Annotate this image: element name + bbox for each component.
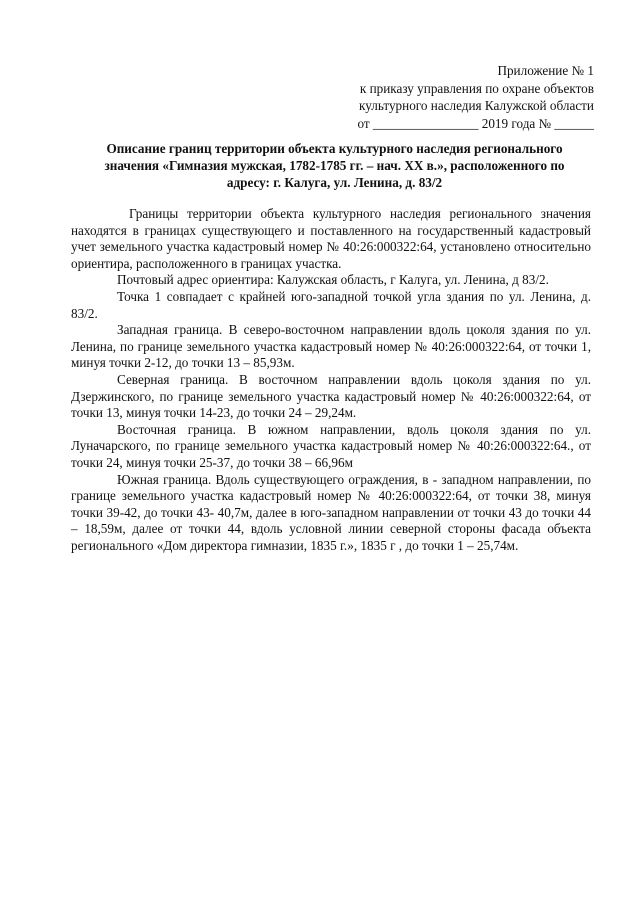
paragraph-south-boundary: Южная граница. Вдоль существующего ограждения, в - западном направлении, по границе земельного участка кадастровый номер № 40:26:000322:64, от точки 38, минуя точки 39-42, до точки 43- 40,7м, далее в юго-западном направлении от точки 43 до точки 44 – 18,59м, далее от точки 44, вдоль условной линии северной стороны фасада объекта регионального «Дом директора гимназии, 1835 г.», 1835 г , до точки 1 – 25,74м. (71, 471, 591, 553)
paragraph-west-boundary: Западная граница. В северо-восточном направлении вдоль цоколя здания по ул. Ленина, по границе земельного участка кадастровый номер № 40:26:000322:64, от точки 1, минуя точки 2-12, до точки 13 – 85,93м. (71, 322, 591, 371)
appendix-line-1: Приложение № 1 (497, 63, 594, 78)
paragraph-north-boundary: Северная граница. В восточном направлении вдоль цоколя здания по ул. Дзержинского, по границе земельного участка кадастровый номер № 40:26:000322:64, от точки 13, минуя точки 14-23, до точки 24 – 29,24м. (71, 371, 591, 421)
paragraph-postal-address: Почтовый адрес ориентира: Калужская область, г Калуга, ул. Ленина, д 83/2. (117, 272, 549, 288)
document-body (71, 206, 591, 554)
paragraph-point-1: Точка 1 совпадает с крайней юго-западной точкой угла здания по ул. Ленина, д. 83/2. (71, 288, 591, 321)
paragraph-boundaries: Границы территории объекта культурного наследия регионального значения находятся в границах существующего и поставленного на государственный кадастровый учет земельного участка кадастровый номер № 40:26:000322:64, установлено относительно ориентира, расположенного в границах участка. (71, 206, 591, 271)
paragraph-east-boundary: Восточная граница. В южном направлении, вдоль цоколя здания по ул. Луначарского, по границе земельного участка кадастровый номер № 40:26:000322:64., от точки 24, минуя точки 25-37, до точки 38 – 66,96м (71, 421, 591, 470)
appendix-header (294, 62, 594, 132)
appendix-line-2: к приказу управления по охране объектов (359, 80, 594, 96)
appendix-line-3: культурного наследия Калужской области (359, 98, 594, 113)
appendix-line-4: от ________________ 2019 года № ______ (357, 115, 594, 131)
document-title: Описание границ территории объекта культурного наследия регионального значения «Гимназия мужская, 1782-1785 гг. – нач. XX в.», расположенного по адресу: г. Калуга, ул. Ленина, д. 83/2 (104, 141, 565, 190)
